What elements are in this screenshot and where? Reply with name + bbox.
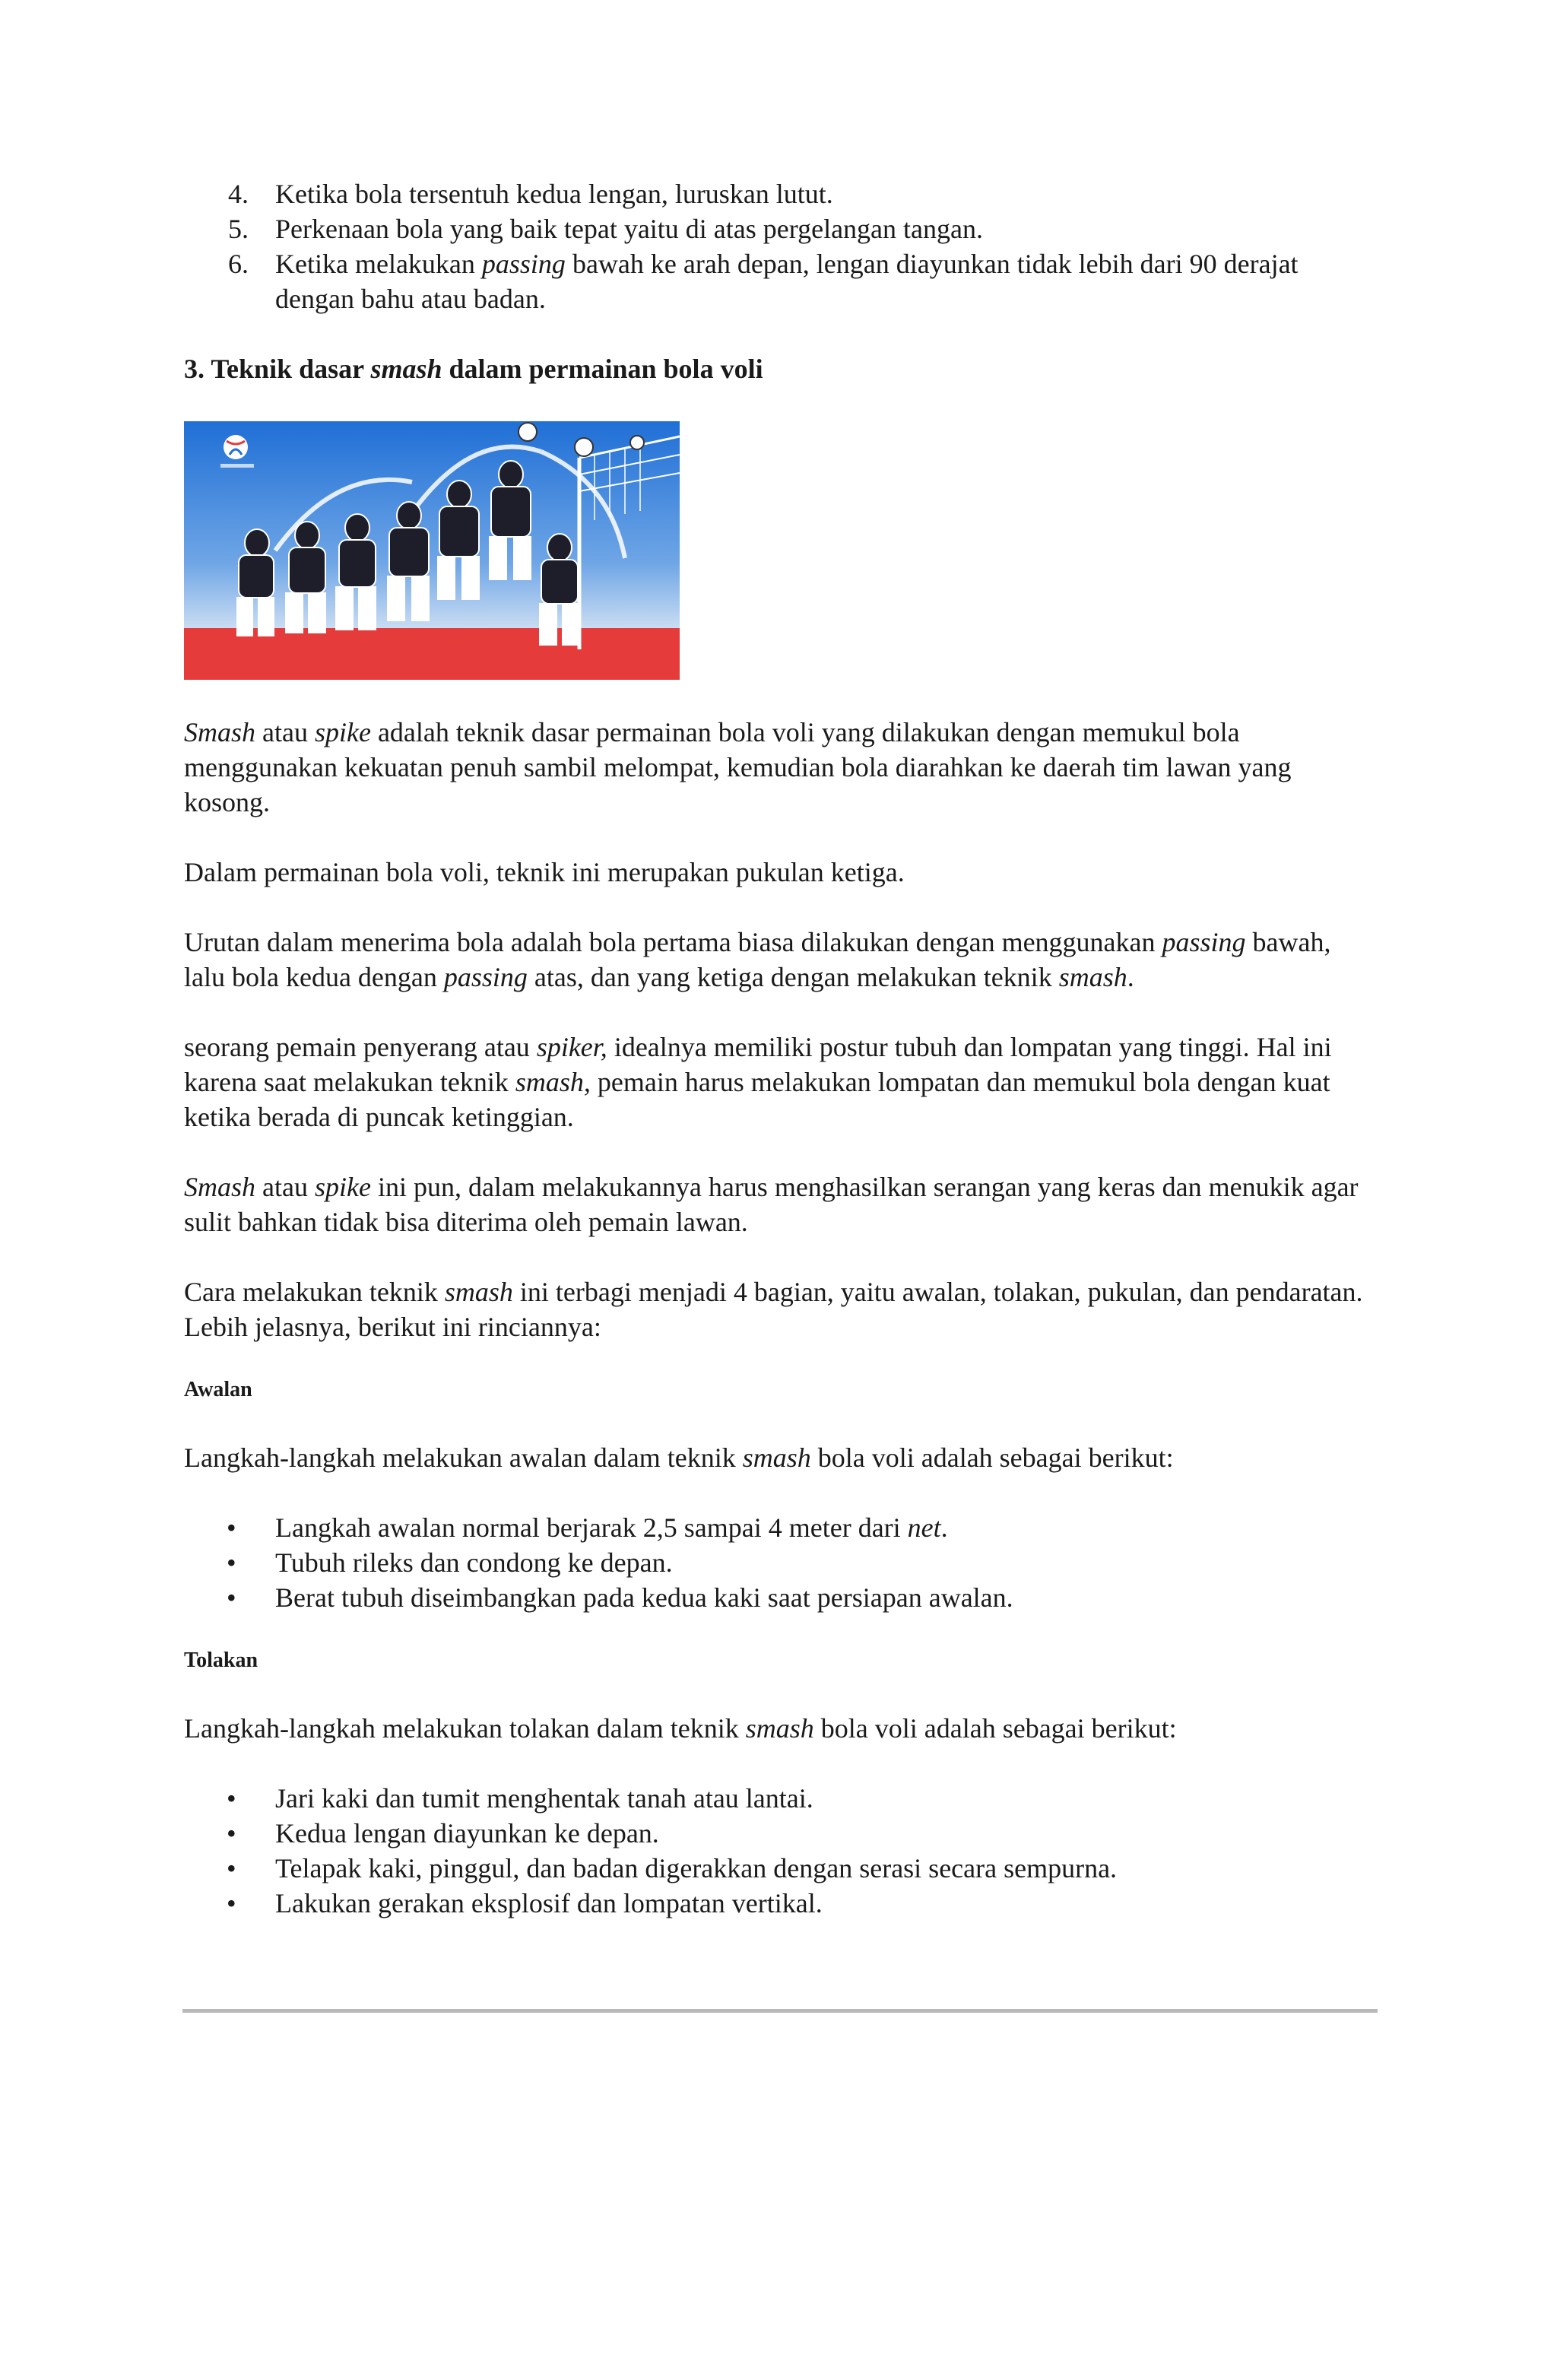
list-item bbox=[184, 1510, 1378, 1545]
paragraph-tolakan-intro bbox=[184, 1711, 1378, 1746]
emphasis: passing bbox=[443, 962, 528, 992]
emphasis: smash bbox=[742, 1442, 811, 1473]
text-run: Langkah awalan normal berjarak 2,5 sampai 4 meter dari bbox=[275, 1512, 908, 1543]
document-page bbox=[184, 176, 1378, 1921]
smash-illustration bbox=[184, 421, 680, 680]
text-run: atau bbox=[255, 1172, 315, 1202]
list-item bbox=[184, 1851, 1378, 1886]
text-run: atau bbox=[255, 717, 315, 747]
text-run: Kedua lengan diayunkan ke depan. bbox=[275, 1818, 659, 1848]
subheading-tolakan: Tolakan bbox=[184, 1649, 258, 1672]
bullet-icon: • bbox=[227, 1818, 236, 1848]
list-item bbox=[184, 1816, 1378, 1851]
text-run: . bbox=[1127, 962, 1134, 992]
emphasis: Smash bbox=[184, 717, 256, 747]
list-item bbox=[184, 246, 1378, 316]
list-text-pre: Ketika melakukan bbox=[275, 249, 482, 279]
bullet-icon: • bbox=[227, 1853, 236, 1883]
emphasis: spiker, bbox=[536, 1032, 607, 1062]
text-run: bawah, lalu bola kedua dengan bbox=[184, 927, 1331, 992]
paragraph-spike-power bbox=[184, 1169, 1378, 1239]
bullet-icon: • bbox=[227, 1547, 236, 1578]
emphasis: smash bbox=[444, 1277, 513, 1307]
paragraph-receiving-order bbox=[184, 925, 1378, 995]
paragraph-third-hit: Dalam permainan bola voli, teknik ini merupakan pukulan ketiga. bbox=[184, 857, 905, 887]
section-heading-em: smash bbox=[370, 354, 442, 384]
text-run: Jari kaki dan tumit menghentak tanah atau lantai. bbox=[275, 1783, 813, 1814]
paragraph-spiker bbox=[184, 1030, 1378, 1134]
text-run: ini pun, dalam melakukannya harus menghasilkan serangan yang keras dan menukik agar sulit bahkan tidak bisa diterima oleh pemain lawan. bbox=[184, 1172, 1359, 1237]
text-run: Tubuh rileks dan condong ke depan. bbox=[275, 1547, 673, 1578]
text-run: adalah teknik dasar permainan bola voli yang dilakukan dengan memukul bola menggunakan kekuatan penuh sambil melompat, kemudian bola diarahkan ke daerah tim lawan yang kosong. bbox=[184, 717, 1292, 817]
text-run: Telapak kaki, pinggul, dan badan digerakkan dengan serasi secara sempurna. bbox=[275, 1853, 1118, 1883]
list-text: Ketika bola tersentuh kedua lengan, luruskan lutut. bbox=[275, 179, 833, 209]
bullet-icon: • bbox=[227, 1783, 236, 1814]
text-run: Lakukan gerakan eksplosif dan lompatan vertikal. bbox=[275, 1888, 823, 1918]
text-run: . bbox=[940, 1512, 948, 1543]
paragraph-awalan-intro bbox=[184, 1440, 1378, 1475]
list-text-post: bawah ke arah depan, lengan diayunkan tidak lebih dari 90 derajat dengan bahu atau badan. bbox=[275, 249, 1299, 314]
emphasis: smash bbox=[745, 1713, 814, 1744]
text-run: bola voli adalah sebagai berikut: bbox=[813, 1713, 1177, 1744]
text-run: pemain harus melakukan lompatan dan memukul bola dengan kuat ketika berada di puncak ketinggian. bbox=[184, 1067, 1330, 1132]
bullet-icon: • bbox=[227, 1512, 236, 1543]
list-item bbox=[184, 1580, 1378, 1615]
emphasis: smash, bbox=[515, 1067, 591, 1097]
list-number: 5. bbox=[228, 214, 249, 244]
list-text-em: passing bbox=[481, 249, 566, 279]
list-item bbox=[184, 176, 1378, 211]
text-run: ini terbagi menjadi 4 bagian, yaitu awalan, tolakan, pukulan, dan pendaratan. Lebih jelasnya, berikut ini rinciannya: bbox=[184, 1277, 1363, 1342]
list-text: Perkenaan bola yang baik tepat yaitu di atas pergelangan tangan. bbox=[275, 214, 983, 244]
page-divider bbox=[182, 2009, 1378, 2013]
emphasis: spike bbox=[314, 717, 371, 747]
awalan-list bbox=[184, 1510, 1378, 1615]
list-item bbox=[184, 1545, 1378, 1580]
text-run: Langkah-langkah melakukan awalan dalam teknik bbox=[184, 1442, 743, 1473]
section-heading-pre: 3. Teknik dasar bbox=[184, 354, 371, 384]
tolakan-list bbox=[184, 1781, 1378, 1921]
list-item bbox=[184, 211, 1378, 246]
paragraph-four-parts bbox=[184, 1274, 1378, 1344]
list-number: 6. bbox=[228, 249, 249, 279]
text-run: idealnya memiliki postur tubuh dan lompatan yang tinggi. Hal ini karena saat melakukan teknik bbox=[184, 1032, 1332, 1097]
text-run: bola voli adalah sebagai berikut: bbox=[810, 1442, 1174, 1473]
emphasis: smash bbox=[1058, 962, 1127, 992]
text-run: Urutan dalam menerima bola adalah bola pertama biasa dilakukan dengan menggunakan bbox=[184, 927, 1162, 957]
list-item bbox=[184, 1781, 1378, 1816]
subheading-awalan: Awalan bbox=[184, 1378, 252, 1401]
text-run: atas, dan yang ketiga dengan melakukan teknik bbox=[527, 962, 1059, 992]
emphasis: net bbox=[907, 1512, 941, 1543]
emphasis: Smash bbox=[184, 1172, 256, 1202]
text-run: Cara melakukan teknik bbox=[184, 1277, 445, 1307]
list-number: 4. bbox=[228, 179, 249, 209]
emphasis: spike bbox=[314, 1172, 371, 1202]
text-run: seorang pemain penyerang atau bbox=[184, 1032, 537, 1062]
section-heading bbox=[184, 351, 1378, 386]
bullet-icon: • bbox=[227, 1582, 236, 1613]
smash-sequence-image bbox=[184, 421, 680, 680]
bullet-icon: • bbox=[227, 1888, 236, 1918]
section-heading-post: dalam permainan bola voli bbox=[442, 354, 763, 384]
emphasis: passing bbox=[1162, 927, 1246, 957]
steps-list bbox=[184, 176, 1378, 316]
text-run: Langkah-langkah melakukan tolakan dalam teknik bbox=[184, 1713, 746, 1744]
list-item bbox=[184, 1886, 1378, 1921]
paragraph-smash-definition bbox=[184, 715, 1378, 820]
text-run: Berat tubuh diseimbangkan pada kedua kaki saat persiapan awalan. bbox=[275, 1582, 1013, 1613]
